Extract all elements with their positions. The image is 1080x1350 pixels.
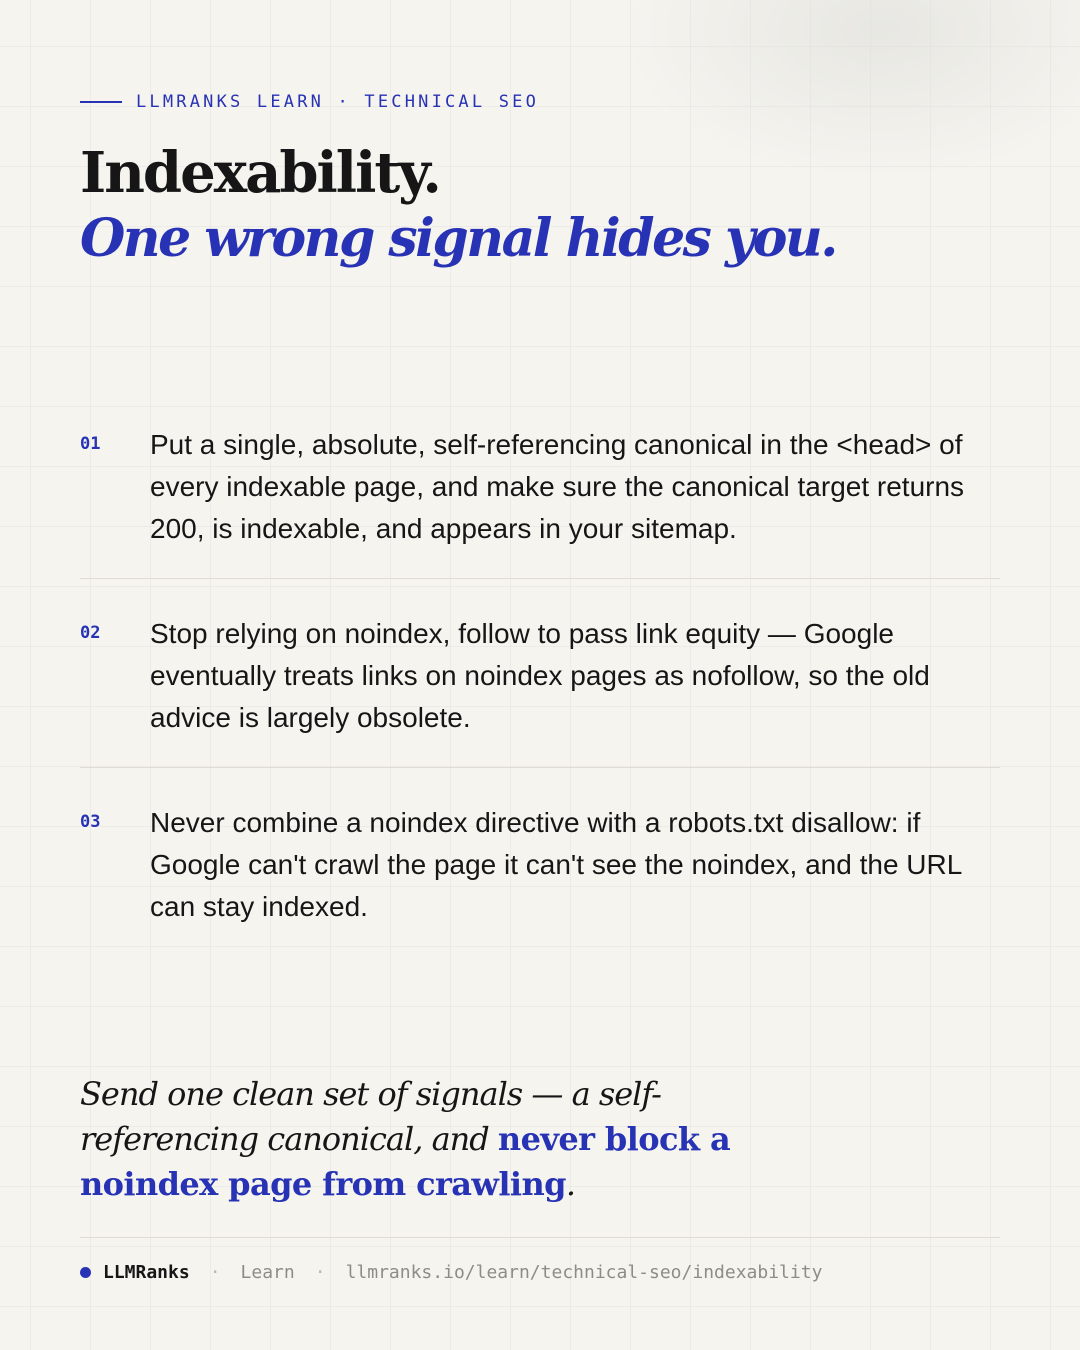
item-number: 02 — [80, 623, 101, 643]
kicker-text: LLMRANKS LEARN · TECHNICAL SEO — [136, 92, 540, 112]
divider — [80, 767, 1000, 768]
list-item — [80, 613, 1000, 739]
page-title: Indexability. — [80, 140, 440, 206]
item-text: Never combine a noindex directive with a robots.txt disallow: if Google can't crawl the page it can't see the noindex, and the URL can stay indexed. — [150, 807, 962, 922]
list-item — [80, 424, 1000, 550]
footer-brand: LLMRanks — [103, 1262, 190, 1283]
page-subtitle: One wrong signal hides you. — [80, 208, 836, 269]
footer-section: Learn — [240, 1262, 295, 1283]
closing-highlight: never block a noindex page from crawling — [80, 1120, 731, 1203]
kicker — [80, 92, 539, 112]
item-number: 03 — [80, 812, 101, 832]
tips-list — [80, 424, 1000, 928]
item-text: Stop relying on noindex, follow to pass link equity — Google eventually treats links on noindex pages as nofollow, so the old advice is largely obsolete. — [150, 618, 930, 733]
footer-divider — [80, 1237, 1000, 1238]
footer-separator: · — [314, 1262, 326, 1283]
background-glow — [620, 0, 1080, 180]
footer — [80, 1262, 822, 1283]
item-text: Put a single, absolute, self-referencing canonical in the <head> of every indexable page, and make sure the canonical target returns 200, is indexable, and appears in your sitemap. — [150, 429, 965, 544]
brand-dot-icon — [80, 1267, 91, 1278]
item-number: 01 — [80, 434, 101, 454]
divider — [80, 578, 1000, 579]
closing-statement — [80, 1072, 740, 1207]
footer-separator: · — [209, 1262, 221, 1283]
list-item — [80, 802, 1000, 928]
kicker-rule — [80, 101, 122, 103]
closing-lead: Send one clean set of signals — a self-referencing canonical, and — [80, 1075, 661, 1158]
footer-url[interactable]: llmranks.io/learn/technical-seo/indexability — [345, 1262, 823, 1283]
closing-end: . — [565, 1165, 576, 1203]
